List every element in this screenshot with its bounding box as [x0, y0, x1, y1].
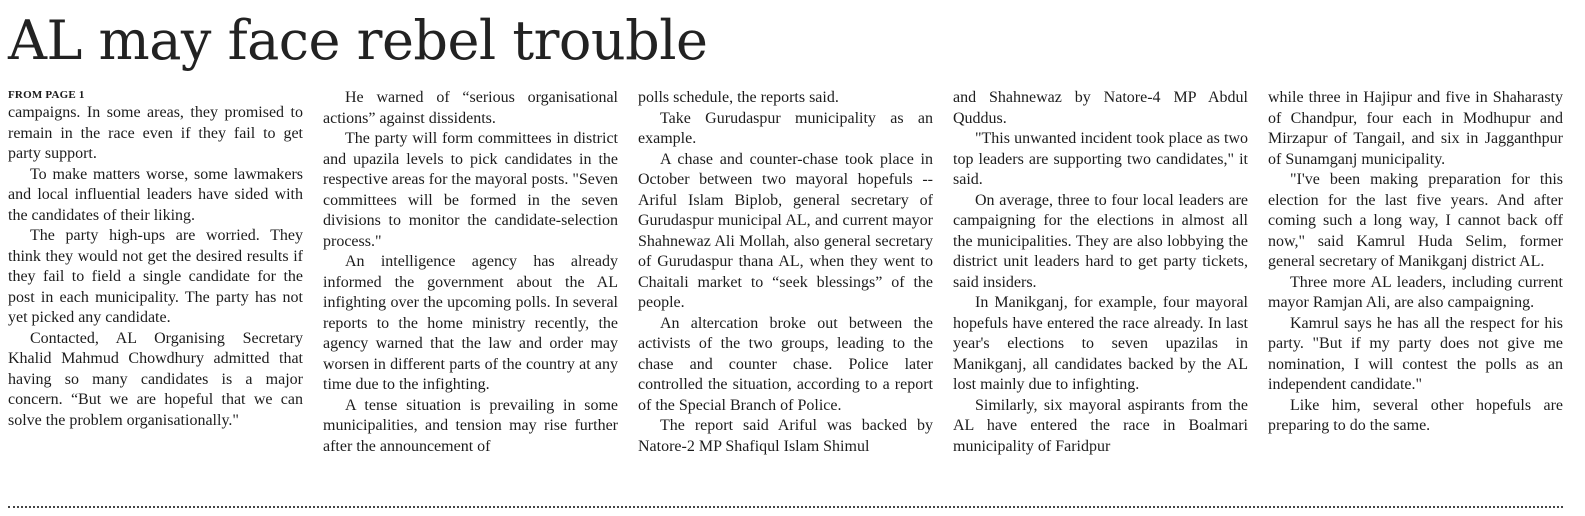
- paragraph: polls schedule, the reports said.: [638, 89, 839, 106]
- jump-label: FROM PAGE 1: [8, 89, 85, 101]
- paragraph: The party will form committees in district and upazila levels to pick candidates in the respective areas for the mayoral posts. "Seven committees will be formed in the seven divisions to monitor the candidate-selection process.": [323, 130, 618, 250]
- paragraph: Like him, several other hopefuls are preparing to do the same.: [1268, 396, 1563, 434]
- article-body: [8, 88, 1563, 457]
- paragraph: Three more AL leaders, including current mayor Ramjan Ali, are also campaigning.: [1268, 273, 1563, 311]
- paragraph: "This unwanted incident took place as two top leaders are supporting two candidates," it said.: [953, 130, 1248, 188]
- paragraph: An altercation broke out between the activists of the two groups, leading to the chase and counter chase. Police later controlled the situation, according to a report of the Special Branch of Police.: [638, 314, 933, 414]
- paragraph: campaigns. In some areas, they promised to remain in the race even if they fail to get party support.: [8, 104, 303, 162]
- column-3: [638, 88, 933, 457]
- paragraph: In Manikganj, for example, four mayoral hopefuls have entered the race already. In last year's elections to seven upazilas in Manikganj, all candidates backed by the AL lost mainly due to infighting.: [953, 294, 1248, 393]
- dotted-divider: [8, 506, 1563, 508]
- paragraph: and Shahnewaz by Natore-4 MP Abdul Quddus.: [953, 89, 1248, 127]
- paragraph: A chase and counter-chase took place in October between two mayoral hopefuls -- Ariful Islam Biplob, general secretary of Gurudaspur municipal AL, and current mayor Shahnewaz Ali Mollah, also general secretary of Gurudaspur thana AL, when they went to Chaitali market to “seek blessings” of the people.: [638, 150, 933, 311]
- column-4: [953, 88, 1248, 457]
- paragraph: The report said Ariful was backed by Natore-2 MP Shafiqul Islam Shimul: [638, 417, 933, 455]
- paragraph: while three in Hajipur and five in Shaharasty of Chandpur, four each in Modhupur and Mirzapur of Tangail, and six in Jagganthpur of Sunamganj municipality.: [1268, 89, 1563, 168]
- column-2: [323, 88, 618, 457]
- paragraph: A tense situation is prevailing in some municipalities, and tension may rise further after the announcement of: [323, 396, 618, 455]
- paragraph: On average, three to four local leaders are campaigning for the elections in almost all the municipalities. They are also lobbying the district unit leaders hard to get party tickets, said insiders.: [953, 191, 1248, 291]
- column-1: [8, 88, 303, 457]
- paragraph: Kamrul says he has all the respect for his party. "But if my party does not give me nomination, I will contest the polls as an independent candidate.": [1268, 314, 1563, 393]
- headline: AL may face rebel trouble: [8, 9, 708, 72]
- paragraph: Contacted, AL Organising Secretary Khalid Mahmud Chowdhury admitted that having so many candidates is a major concern. “But we are hopeful that we can solve the problem organisationally.": [8, 329, 303, 429]
- paragraph: An intelligence agency has already informed the government about the AL infighting over the upcoming polls. In several reports to the home ministry recently, the agency warned that the law and order may worsen in different parts of the country at any time due to the infighting.: [323, 253, 618, 393]
- paragraph: Similarly, six mayoral aspirants from the AL have entered the race in Boalmari municipality of Faridpur: [953, 396, 1248, 455]
- paragraph: He warned of “serious organisational actions” against dissidents.: [323, 89, 618, 127]
- column-5: [1268, 88, 1563, 457]
- paragraph: Take Gurudaspur municipality as an example.: [638, 109, 933, 147]
- paragraph: "I've been making preparation for this election for the last five years. And after coming such a long way, I cannot back off now," said Kamrul Huda Selim, former general secretary of Manikganj district AL.: [1268, 171, 1563, 270]
- paragraph: To make matters worse, some lawmakers and local influential leaders have sided with the candidates of their liking.: [8, 165, 303, 224]
- paragraph: The party high-ups are worried. They think they would not get the desired results if they fail to field a single candidate for the post in each municipality. The party has not yet picked any candidate.: [8, 227, 303, 326]
